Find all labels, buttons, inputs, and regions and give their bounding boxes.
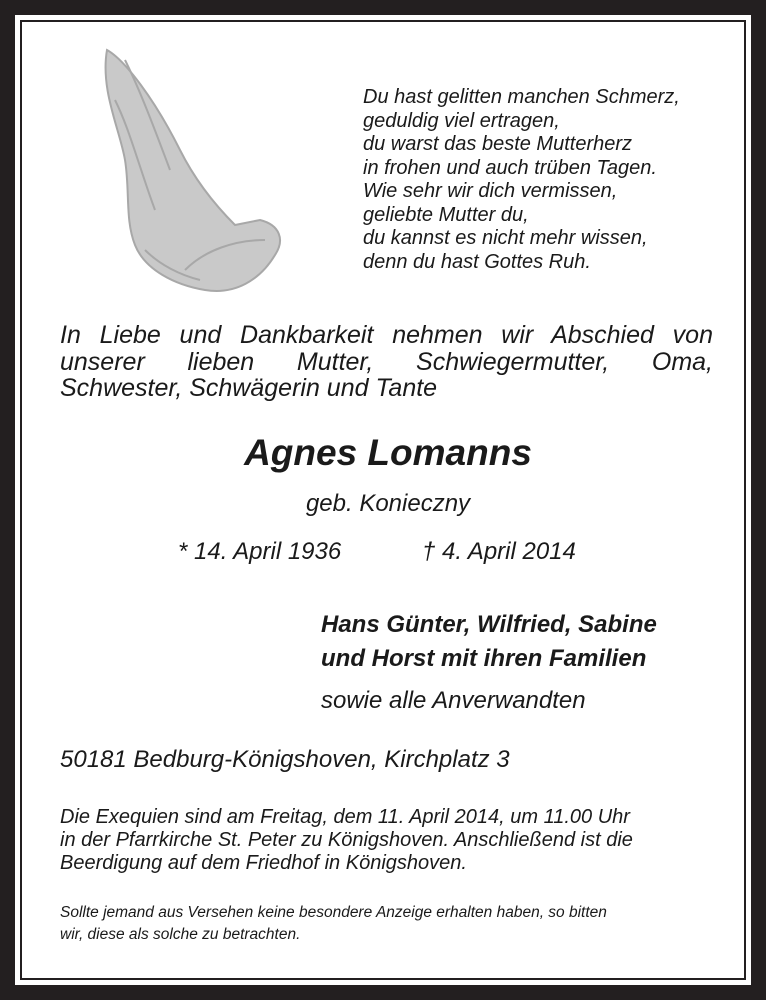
address: 50181 Bedburg-Königshoven, Kirchplatz 3 — [60, 746, 510, 773]
poem-line: Wie sehr wir dich vermissen, — [363, 180, 618, 202]
poem-line: Du hast gelitten manchen Schmerz, — [363, 86, 680, 108]
poem-line: geliebte Mutter du, — [363, 203, 529, 226]
poem-line: du warst das beste Mutterherz — [363, 133, 633, 155]
maiden-name: geb. Konieczny — [305, 490, 471, 517]
poem — [363, 86, 680, 274]
intro-line: Schwester, Schwägerin und Tante — [60, 374, 438, 402]
poem-line: denn du hast Gottes Ruh. — [363, 250, 591, 273]
note-line: wir, diese als solche zu betrachten. — [60, 926, 301, 943]
funeral-info — [60, 806, 715, 875]
note-line: Sollte jemand aus Versehen keine besondere Anzeige erhalten haben, so bitten — [60, 904, 607, 921]
funeral-line: Beerdigung auf dem Friedhof in Königshoven. — [60, 852, 467, 874]
relatives: sowie alle Anverwandten — [321, 687, 586, 714]
poem-line: in frohen und auch trüben Tagen. — [363, 156, 657, 179]
birth-date: * 14. April 1936 — [178, 538, 342, 565]
intro-line: unserer lieben Mutter, Schwiegermutter, Oma, — [60, 347, 713, 376]
deceased-name: Agnes Lomanns — [244, 432, 532, 473]
intro-text — [60, 322, 713, 402]
family-line: Hans Günter, Wilfried, Sabine — [321, 611, 657, 638]
praying-hands-image — [85, 40, 295, 300]
intro-line: In Liebe und Dankbarkeit nehmen wir Abschied von — [60, 321, 713, 349]
closing-note — [60, 902, 715, 946]
funeral-line: Die Exequien sind am Freitag, dem 11. April 2014, um 11.00 Uhr — [60, 806, 630, 828]
death-date: † 4. April 2014 — [422, 538, 576, 565]
funeral-line: in der Pfarrkirche St. Peter zu Königshoven. Anschließend ist die — [60, 829, 633, 851]
poem-line: geduldig viel ertragen, — [363, 109, 560, 132]
poem-line: du kannst es nicht mehr wissen, — [363, 227, 648, 249]
family-line: und Horst mit ihren Familien — [321, 645, 647, 672]
